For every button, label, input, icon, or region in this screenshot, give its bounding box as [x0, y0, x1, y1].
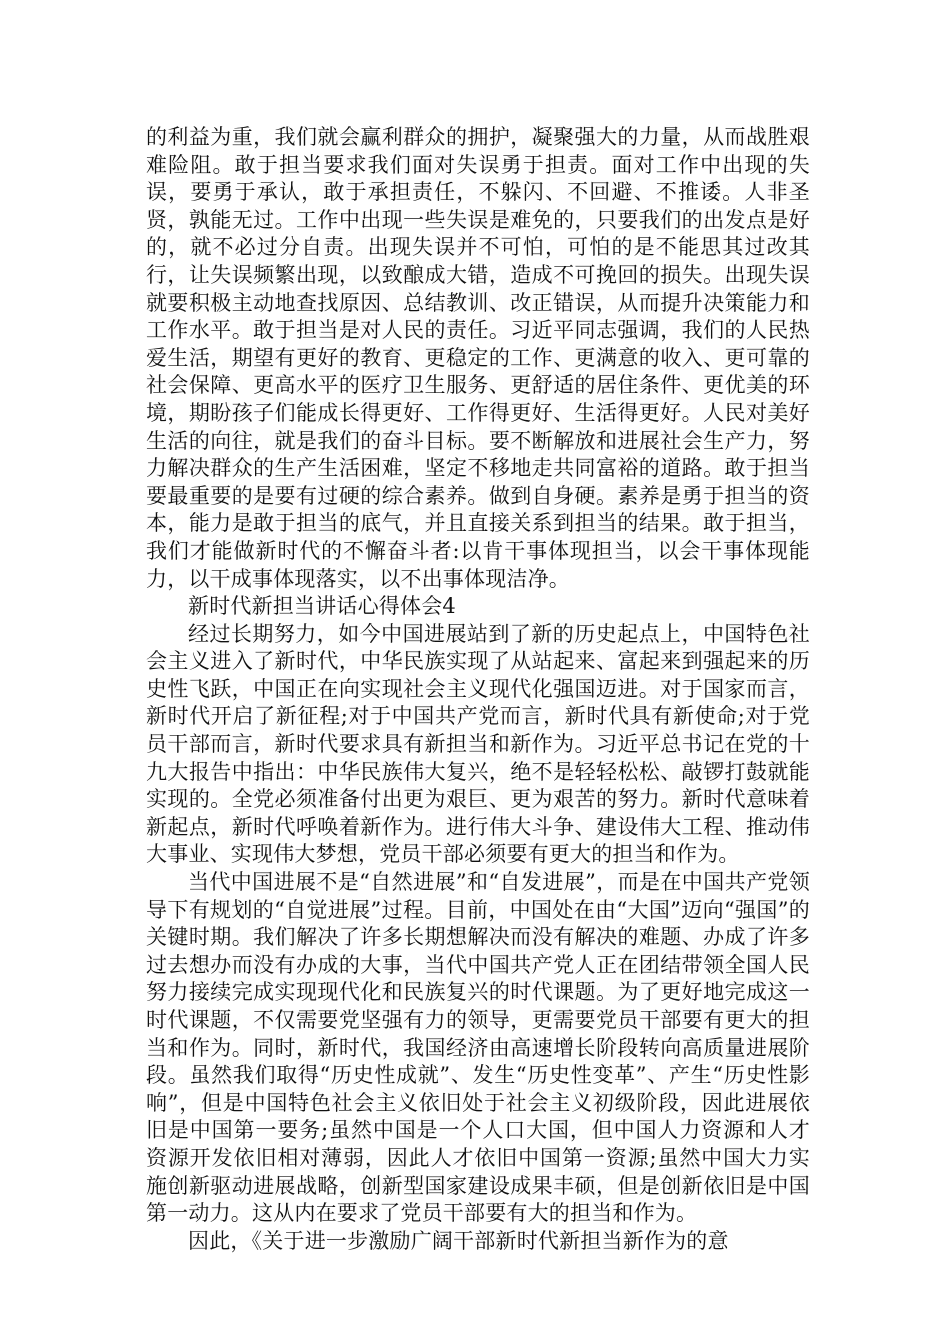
section-heading: 新时代新担当讲话心得体会4 [188, 594, 456, 619]
document-body [146, 124, 810, 1255]
body-paragraph-3: 因此，《关于进一步激励广阔干部新时代新担当新作为的意 [188, 1228, 729, 1253]
continued-paragraph: 的利益为重，我们就会赢利群众的拥护，凝聚强大的力量，从而战胜艰难险阻。敢于担当要求我们面对失误勇于担责。面对工作中出现的失误，要勇于承认，敢于承担责任，不躲闪、不回避、不推诿。人非圣贤，孰能无过。工作中出现一些失误是难免的，只要我们的出发点是好的，就不必过分自责。出现失误并不可怕，可怕的是不能思其过改其行，让失误频繁出现，以致酿成大错，造成不可挽回的损失。出现失误就要积极主动地查找原因、总结教训、改正错误，从而提升决策能力和工作水平。敢于担当是对人民的责任。习近平同志强调，我们的人民热爱生活，期望有更好的教育、更稳定的工作、更满意的收入、更可靠的社会保障、更高水平的医疗卫生服务、更舒适的居住条件、更优美的环境，期盼孩子们能成长得更好、工作得更好、生活得更好。人民对美好生活的向往，就是我们的奋斗目标。要不断解放和进展社会生产力，努力解决群众的生产生活困难，坚定不移地走共同富裕的道路。敢于担当要最重要的是要有过硬的综合素养。做到自身硬。素养是勇于担当的资本，能力是敢于担当的底气，并且直接关系到担当的结果。敢于担当，我们才能做新时代的不懈奋斗者:以肯干事体现担当，以会干事体现能力，以干成事体现落实，以不出事体现洁净。 [146, 125, 810, 591]
body-paragraph-1: 经过长期努力，如今中国进展站到了新的历史起点上，中国特色社会主义进入了新时代，中华民族实现了从站起来、富起来到强起来的历史性飞跃，中国正在向实现社会主义现代化强国迈进。对于国家而言，新时代开启了新征程;对于中国共产党而言，新时代具有新使命;对于党员干部而言，新时代要求具有新担当和新作为。习近平总书记在党的十九大报告中指出：中华民族伟大复兴，绝不是轻轻松松、敲锣打鼓就能实现的。全党必须准备付出更为艰巨、更为艰苦的努力。新时代意味着新起点，新时代呼唤着新作为。进行伟大斗争、建设伟大工程、推动伟大事业、实现伟大梦想，党员干部必须要有更大的担当和作为。 [146, 621, 810, 867]
body-paragraph-2: 当代中国进展不是“自然进展”和“自发进展”，而是在中国共产党领导下有规划的“自觉进展”过程。目前，中国处在由“大国”迈向“强国”的关键时期。我们解决了许多长期想解决而没有解决的难题、办成了许多过去想办而没有办成的大事，当代中国共产党人正在团结带领全国人民努力接续完成实现现代化和民族复兴的时代课题。为了更好地完成这一时代课题，不仅需要党坚强有力的领导，更需要党员干部要有更大的担当和作为。同时，新时代，我国经济由高速增长阶段转向高质量进展阶段。虽然我们取得“历史性成就”、发生“历史性变革”、产生“历史性影响”，但是中国特色社会主义依旧处于社会主义初级阶段，因此进展依旧是中国第一要务;虽然中国是一个人口大国，但中国人力资源和人才资源开发依旧相对薄弱，因此人才依旧中国第一资源;虽然中国大力实施创新驱动进展战略，创新型国家建设成果丰硕，但是创新依旧是中国第一动力。这从内在要求了党员干部要有大的担当和作为。 [146, 870, 810, 1226]
